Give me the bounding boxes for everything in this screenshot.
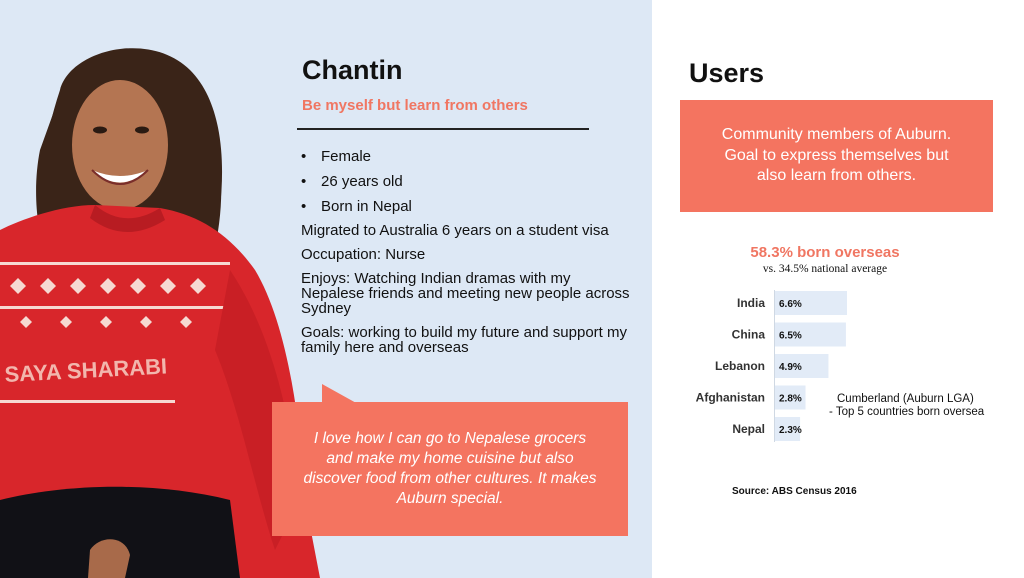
fact-enjoys: Enjoys: Watching Indian dramas with my Nepalese friends and meeting new people across Sydney: [301, 270, 630, 317]
users-box: [680, 100, 993, 212]
bullet-age: • 26 years old: [300, 172, 412, 197]
category-label-lebanon: Lebanon: [715, 359, 765, 373]
persona-facts: [301, 223, 631, 364]
fact-occupation: Occupation: Nurse: [301, 246, 426, 263]
persona-name: Chantin: [302, 55, 403, 85]
bullet-birthplace: • Born in Nepal: [300, 197, 412, 222]
chart-note-line-1: Cumberland (Auburn LGA): [837, 393, 974, 405]
divider: [297, 128, 589, 130]
category-label-china: China: [731, 327, 765, 342]
chart-note: [829, 393, 985, 419]
value-label-nepal: 2.3%: [779, 425, 802, 436]
fact-migration: Migrated to Australia 6 years on a student visa: [301, 222, 609, 239]
persona-tagline: Be myself but learn from others: [302, 97, 528, 114]
overseas-stat: 58.3% born overseas: [750, 244, 900, 261]
value-label-china: 6.5%: [779, 330, 802, 342]
category-label-india: India: [736, 296, 765, 310]
value-label-afghanistan: 2.8%: [779, 393, 802, 405]
fact-goals: Goals: working to build my future and support my family here and overseas: [301, 324, 627, 356]
users-description: Community members of Auburn. Goal to express themselves but also learn from others.: [721, 126, 952, 185]
category-label-afghanistan: Afghanistan: [695, 390, 765, 405]
bullet-gender: • Female: [300, 147, 412, 172]
national-average: vs. 34.5% national average: [762, 263, 888, 275]
source-citation: Source: ABS Census 2016: [732, 486, 857, 497]
users-title: Users: [689, 58, 765, 88]
value-label-india: 6.6%: [779, 299, 802, 310]
chart-note-line-2: - Top 5 countries born oversea: [829, 406, 985, 418]
countries-bar-chart: [660, 285, 880, 445]
quote-pointer: [322, 384, 358, 404]
category-label-nepal: Nepal: [732, 422, 765, 436]
value-label-lebanon: 4.9%: [779, 362, 802, 373]
sweater-lettering: SAYA SHARABI: [3, 353, 168, 387]
quote-box: [272, 402, 628, 536]
persona-bullets: [300, 147, 412, 222]
quote-text: I love how I can go to Nepalese grocers and make my home cuisine but also discover food from other cultures. It makes Auburn special.: [303, 430, 597, 507]
